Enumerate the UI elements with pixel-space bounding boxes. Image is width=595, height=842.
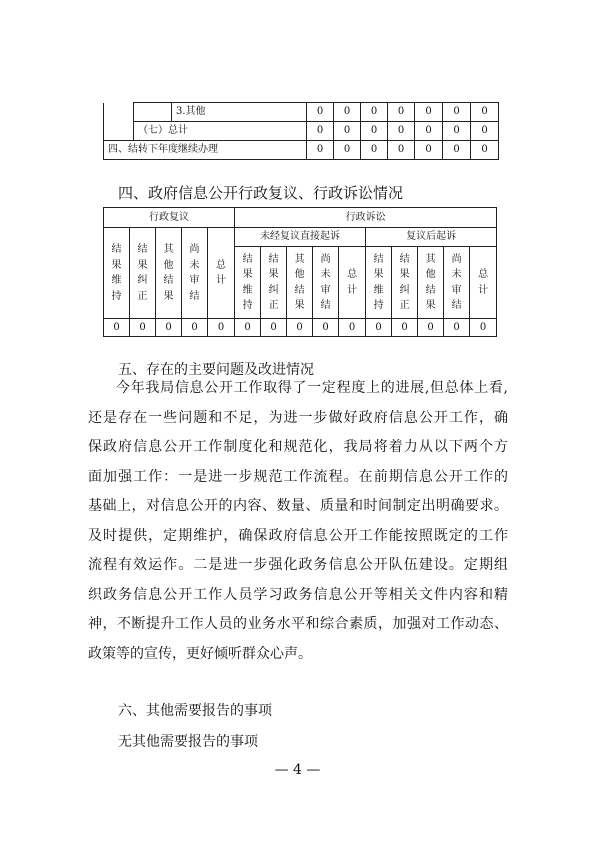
group-header-admin-review: 行政复议 — [104, 208, 235, 228]
table-cell — [134, 103, 172, 122]
body-line: 织政务信息公开工作人员学习政务信息公开等相关文件内容和精 — [88, 586, 508, 603]
table-cell: 0 — [261, 319, 287, 337]
table-cell: 0 — [471, 122, 499, 141]
col-header: 结 果 纠 正 — [261, 247, 287, 319]
section-body — [88, 374, 508, 669]
table-cell: 0 — [182, 319, 208, 337]
table-header-row — [104, 208, 497, 228]
col-header: 其 他 结 果 — [418, 247, 444, 319]
body-line: 今年我局信息公开工作取得了一定程度上的进展,但总体上看, — [116, 380, 508, 396]
table-cell: 0 — [339, 319, 366, 337]
table-header-row — [104, 228, 497, 247]
col-header: 总 计 — [339, 247, 366, 319]
col-header: 尚 未 审 结 — [444, 247, 470, 319]
table-cell: 0 — [443, 122, 471, 141]
col-header: 总 计 — [208, 228, 235, 319]
row-label: 四、结转下年度继续办理 — [104, 141, 307, 160]
body-line: 面加强工作：一是进一步规范工作流程。在前期信息公开工作的 — [88, 468, 508, 485]
table-cell: 0 — [104, 319, 130, 337]
body-line: 政策等的宣传，更好倾听群众心声。 — [88, 645, 312, 662]
table-cell: 0 — [443, 141, 471, 160]
col-header: 总 计 — [470, 247, 497, 319]
review-litigation-table — [103, 207, 497, 337]
table-continuation — [103, 102, 499, 160]
table-cell: 0 — [334, 122, 361, 141]
col-header: 尚 未 审 结 — [313, 247, 339, 319]
section-title: 五、存在的主要问题及改进情况 — [118, 362, 314, 378]
table-cell: 0 — [388, 141, 415, 160]
section-title: 六、其他需要报告的事项 — [118, 703, 272, 719]
table-cell: 0 — [444, 319, 470, 337]
table-row — [104, 141, 499, 160]
table-cell: 0 — [471, 103, 499, 122]
table-cell: 0 — [443, 103, 471, 122]
body-line: 保政府信息公开工作制度化和规范化，我局将着力从以下两个方 — [88, 439, 508, 455]
subgroup-header-after: 复议后起诉 — [366, 228, 497, 247]
subgroup-header-direct: 未经复议直接起诉 — [235, 228, 366, 247]
table-cell: 0 — [415, 141, 443, 160]
section-title: 四、政府信息公开行政复议、行政诉讼情况 — [118, 184, 404, 202]
table-cell: 0 — [313, 319, 339, 337]
group-header-litigation: 行政诉讼 — [235, 208, 497, 228]
body-line: 神，不断提升工作人员的业务水平和综合素质，加强对工作动态、 — [88, 616, 508, 632]
table-row — [104, 122, 499, 141]
table-row — [104, 103, 499, 122]
table-cell: 0 — [392, 319, 418, 337]
table-cell: 0 — [361, 122, 388, 141]
col-header: 其 他 结 果 — [156, 228, 182, 319]
table-cell: 0 — [334, 103, 361, 122]
table-cell: 0 — [418, 319, 444, 337]
page-number: — 4 — — [274, 762, 321, 778]
table-cell: 0 — [307, 122, 334, 141]
body-line: 还是存在一些问题和不足，为进一步做好政府信息公开工作，确 — [88, 409, 508, 426]
table-cell: 0 — [307, 103, 334, 122]
table-cell: 0 — [130, 319, 156, 337]
table-cell: 0 — [366, 319, 392, 337]
table-cell: 0 — [415, 103, 443, 122]
table-cell: 0 — [388, 103, 415, 122]
col-header: 尚 未 审 结 — [182, 228, 208, 319]
table-cell: 0 — [470, 319, 497, 337]
table-cell: 0 — [361, 103, 388, 122]
body-line: 流程有效运作。二是进一步强化政务信息公开队伍建设。定期组 — [88, 557, 508, 573]
body-line: 基础上，对信息公开的内容、数量、质量和时间制定出明确要求。 — [88, 498, 508, 514]
table-row — [104, 319, 497, 337]
table-cell: 0 — [415, 122, 443, 141]
col-header: 结 果 维 持 — [104, 228, 130, 319]
col-header: 结 果 维 持 — [366, 247, 392, 319]
table-cell: 0 — [334, 141, 361, 160]
table-cell: 0 — [388, 122, 415, 141]
row-label: （七）总计 — [134, 122, 307, 141]
col-header: 其 他 结 果 — [287, 247, 313, 319]
table-cell: 0 — [287, 319, 313, 337]
body-line: 及时提供，定期维护，确保政府信息公开工作能按照既定的工作 — [88, 527, 508, 544]
col-header: 结 果 维 持 — [235, 247, 261, 319]
table-cell: 0 — [235, 319, 261, 337]
section-body: 无其他需要报告的事项 — [118, 734, 258, 750]
row-label: 3.其他 — [172, 103, 307, 122]
col-header: 结 果 纠 正 — [130, 228, 156, 319]
table-cell: 0 — [471, 141, 499, 160]
col-header: 结 果 纠 正 — [392, 247, 418, 319]
table-cell: 0 — [361, 141, 388, 160]
table-cell: 0 — [208, 319, 235, 337]
table-cell — [104, 103, 134, 141]
table-cell: 0 — [307, 141, 334, 160]
table-cell: 0 — [156, 319, 182, 337]
